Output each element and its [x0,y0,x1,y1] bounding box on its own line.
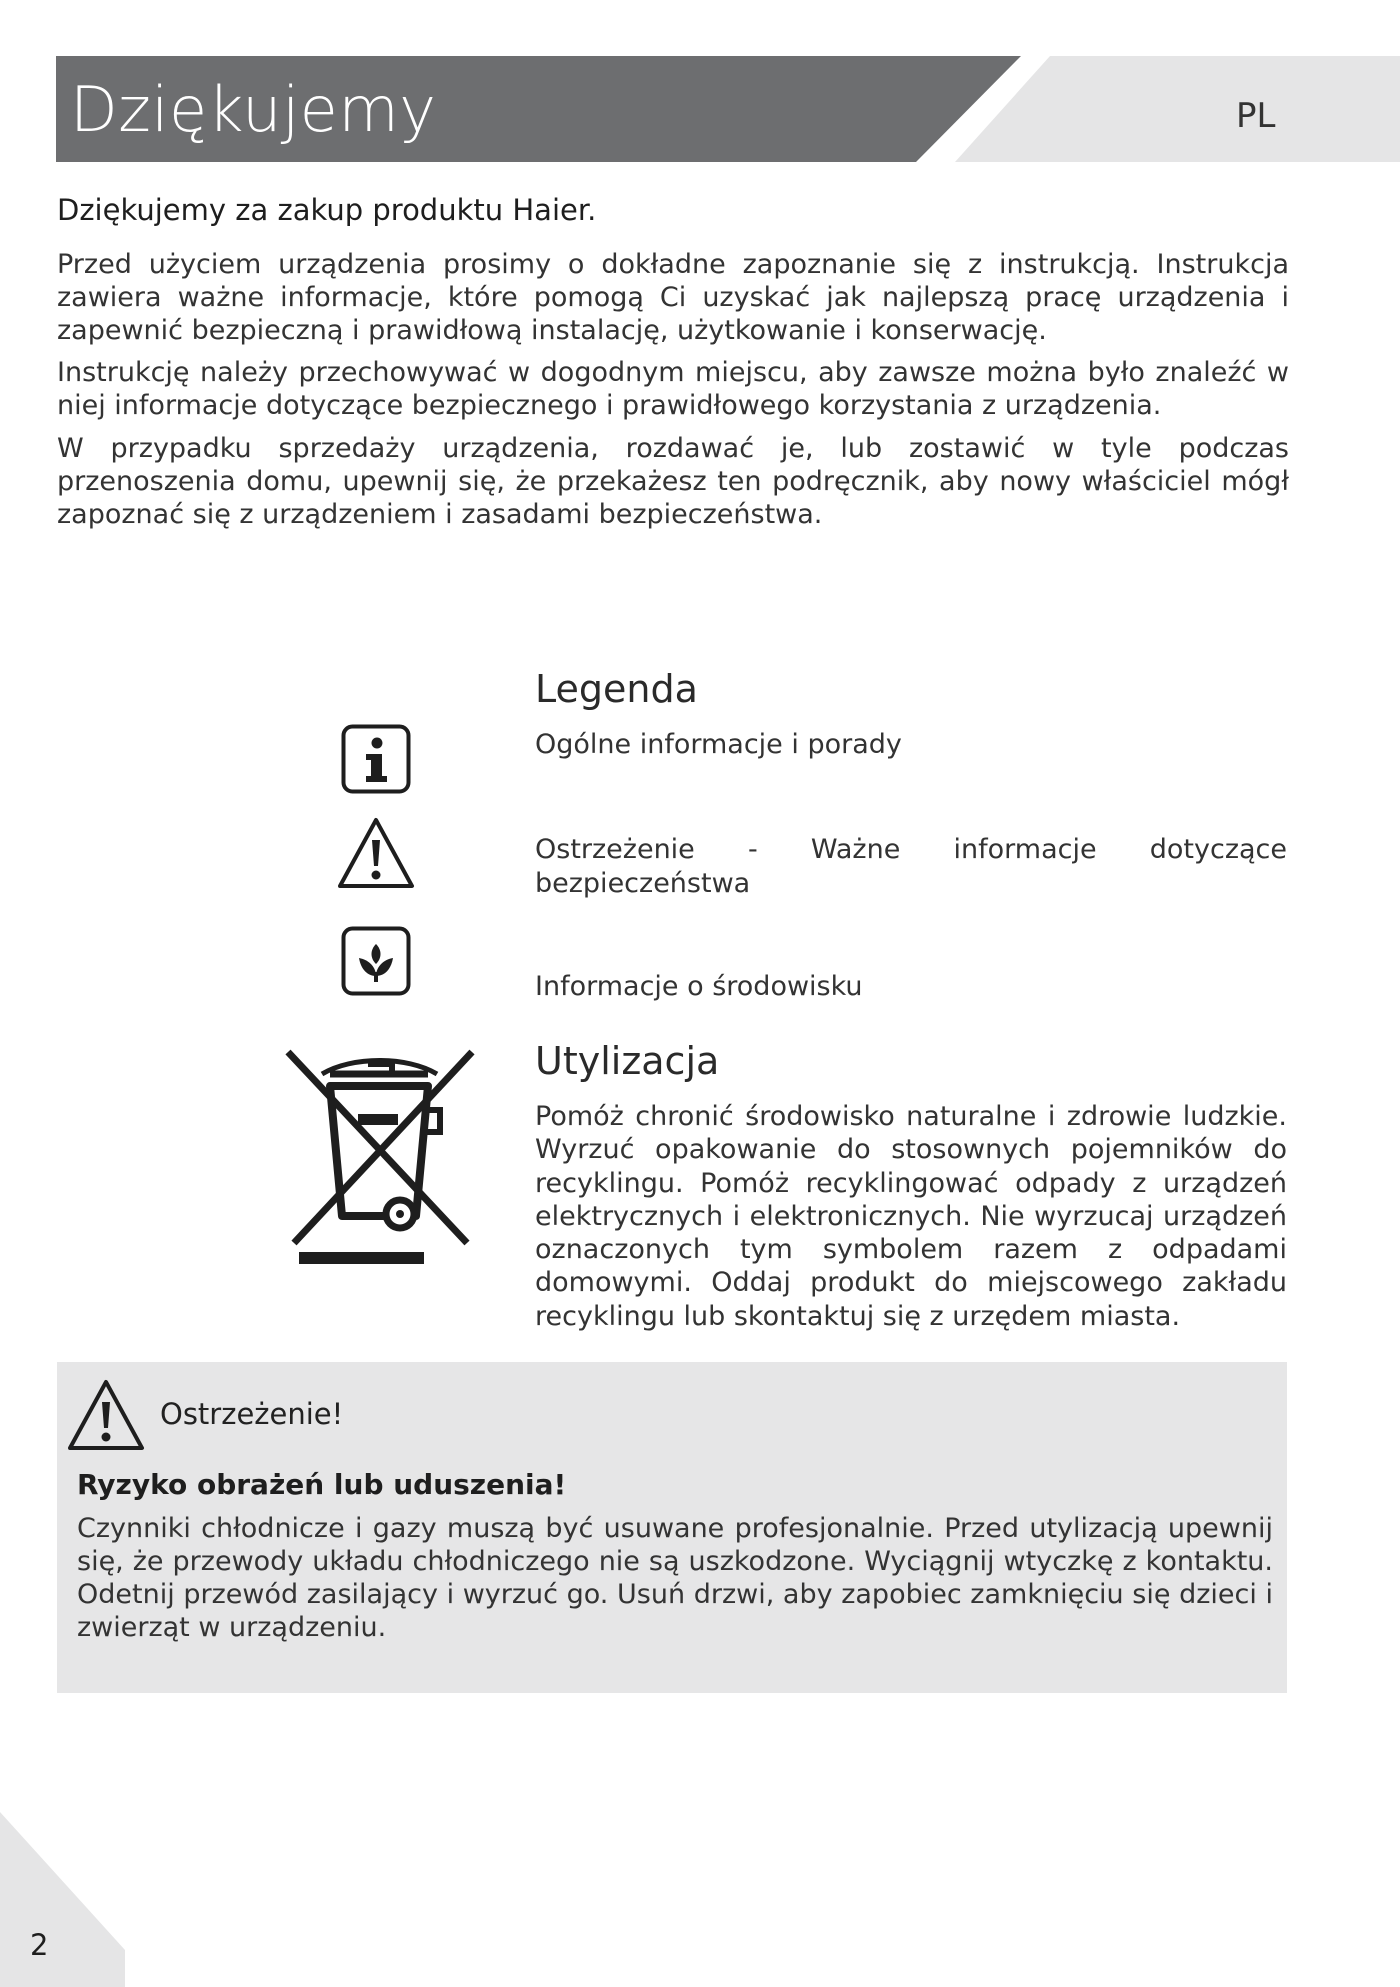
disposal-text: Pomóż chronić środowisko naturalne i zdrowie ludzkie. Wyrzuć opakowanie do stosownych pojemników do recyklingu. Pomóż recyklingować odpady z urządzeń elektrycznych i elektronicznych. Nie wyrzucaj urządzeń oznaczonych tym symbolem razem z odpadami domowymi. Oddaj produkt do miejscowego zakładu recyklingu lub skontaktuj się z urzędem miasta. [535,1101,1287,1332]
warning-subheading: Ryzyko obrażeń lub uduszenia! [77,1468,567,1501]
legend-item-info-text: Ogólne informacje i porady [535,729,902,760]
language-code: PL [1236,96,1276,136]
info-icon [341,724,411,794]
intro-paragraph: Przed użyciem urządzenia prosimy o dokładne zapoznanie się z instrukcją. Instrukcja zawiera ważne informacje, które pomogą Ci uzyskać jak najlepszą pracę urządzenia i zapewnić bezpieczną i prawidłową instalację, użytkowanie i konserwację. [57,249,1289,346]
warning-icon [336,816,416,892]
intro-paragraph: Instrukcję należy przechowywać w dogodnym miejscu, aby zawsze można było znaleźć w niej informacje dotyczące bezpiecznego i prawidłowego korzystania z urządzenia. [57,357,1289,421]
page-title: Dziękujemy [70,73,437,146]
intro-paragraph: W przypadku sprzedaży urządzenia, rozdawać je, lub zostawić w tyle podczas przenoszenia domu, upewnij się, że przekażesz ten podręcznik, aby nowy właściciel mógł zapoznać się z urządzeniem i zasadami bezpieczeństwa. [57,433,1289,530]
warning-text: Czynniki chłodnicze i gazy muszą być usuwane profesjonalnie. Przed utylizacją upewnij się, że przewody układu chłodniczego nie są uszkodzone. Wyciągnij wtyczkę z kontaktu. Odetnij przewód zasilający i wyrzuć go. Usuń drzwi, aby zapobiec zamknięciu się dzieci i zwierząt w urządzeniu. [77,1513,1273,1643]
disposal-title: Utylizacja [535,1039,720,1083]
legend-item-environment-text: Informacje o środowisku [535,971,863,1002]
legend-item-warning-text: Ostrzeżenie - Ważne informacje dotyczące bezpieczeństwa [535,834,1287,899]
footer-corner-shape [0,1812,125,1987]
eco-icon [341,926,411,996]
warning-label: Ostrzeżenie! [160,1397,344,1431]
crossed-bin-icon [282,1048,477,1266]
legend-title: Legenda [535,667,698,711]
intro-heading: Dziękujemy za zakup produktu Haier. [57,193,597,227]
warning-icon [66,1378,146,1454]
page-number: 2 [30,1928,49,1962]
header-banner-accent [955,56,1400,162]
